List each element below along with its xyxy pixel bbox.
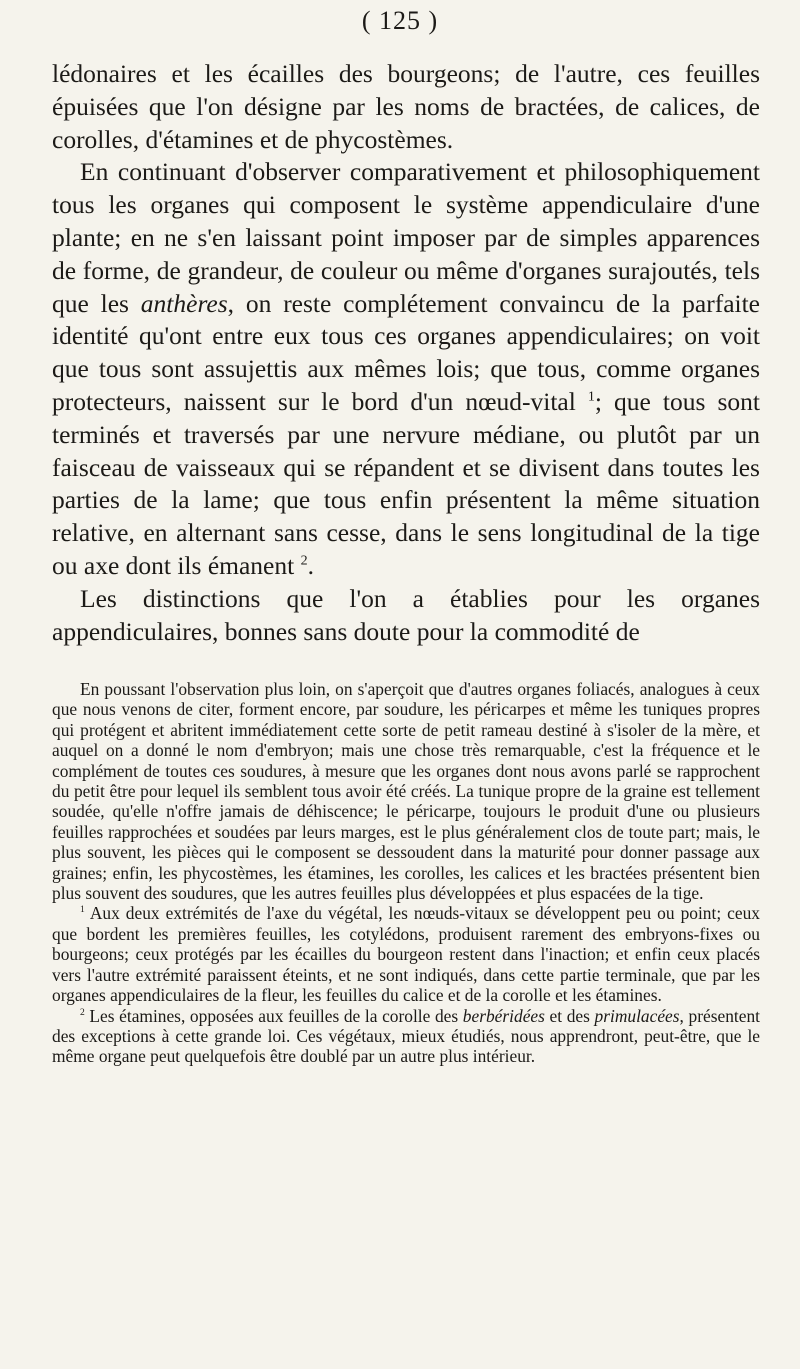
paragraph-2-part-c: ; que tous sont terminés et traversés par une nervure médiane, ou plutôt par un faisceau de vaisseaux qui se répandent et se divisent dans toutes les parties de la lame; que tous enfin présentent la même situation relative, en alternant sans cesse, dans le sens longitudinal de la tige ou axe dont ils émanent bbox=[52, 386, 760, 580]
footnote-1-text: Aux deux extrémités de l'axe du végétal, les nœuds-vitaux se développent peu ou point; ceux que bordent les premières feuilles, les cotylédons, produisent rarement des embryons-fixes ou bourgeons; ceux protégés par les écailles du bourgeon restent dans l'inaction; et enfin ceux placés vers l'autre extrémité paraissent éteints, et ne sont indiqués, dans cette partie terminale, que par les organes appendiculaires de la fleur, les feuilles du calice et de la corolle et les étamines. bbox=[52, 903, 760, 1006]
term-primulacees: primulacées bbox=[594, 1005, 680, 1026]
footnote-continuation bbox=[52, 679, 760, 903]
paragraph-1-text: lédonaires et les écailles des bourgeons; de l'autre, ces feuilles épuisées que l'on désigne par les noms de bractées, de calices, de corolles, d'étamines et de phycostèmes. bbox=[52, 59, 760, 154]
footnote-ref-2: 2 bbox=[300, 553, 308, 569]
footnote-1 bbox=[52, 903, 760, 1005]
paragraph-2-part-a: En continuant d'observer comparativement et philosophiquement tous les organes qui composent le système appendiculaire d'une plante; en ne s'en laissant point imposer par de simples apparences de forme, de grandeur, de couleur ou même d'organes surajoutés, tels que les bbox=[52, 157, 760, 318]
footnote-ref-1: 1 bbox=[587, 389, 595, 405]
page-number: ( 125 ) bbox=[361, 6, 439, 35]
paragraph-2-part-d: . bbox=[307, 550, 314, 580]
paragraph-continuation bbox=[52, 58, 760, 156]
footnote-1-marker: 1 bbox=[80, 904, 85, 916]
term-antheres: anthères bbox=[140, 288, 228, 318]
term-berberidees: berbéridées bbox=[462, 1005, 545, 1026]
footnote-0-text: En poussant l'observation plus loin, on s'aperçoit que d'autres organes foliacés, analogues à ceux que nous venons de citer, forment encore, par soudure, les péricarpes et même les tuniques propres qui protégent et abritent immédiatement cette sorte de petit rameau destiné à s'isoler de la mère, et auquel on a donné le nom d'embryon; mais une chose très remarquable, c'est la fréquence et le complément de toutes ces soudures, à mesure que les organes dont nous avons parlé se rapprochent du petit être pour lequel ils semblent tous avoir été créés. La tunique propre de la graine est tellement soudée, qu'elle n'offre jamais de déhiscence; le péricarpe, toujours le produit d'une ou plusieurs feuilles rapprochées et soudées par leurs marges, est le plus généralement clos de toute part; mais, le plus souvent, les pièces qui le composent se dessoudent dans la maturité pour donner passage aux graines; enfin, les phycostèmes, les étamines, les corolles, les calices et les bractées présentent bien plus souvent des soudures, que les autres feuilles plus développées et plus espacées de la tige. bbox=[52, 679, 760, 904]
footnotes bbox=[52, 679, 760, 1067]
footnote-2-part-c: , présentent des exceptions à cette grande loi. Ces végétaux, mieux étudiés, nous apprendront, peut-être, que le même organe peut quelquefois être doublé par un autre plus intérieur. bbox=[52, 1005, 760, 1067]
paragraph-appendicular-organs bbox=[52, 156, 760, 582]
paragraph-3-text: Les distinctions que l'on a établies pour les organes appendiculaires, bonnes sans doute pour la commodité de bbox=[52, 583, 760, 646]
paragraph-distinctions bbox=[52, 583, 760, 649]
footnote-2 bbox=[52, 1006, 760, 1067]
footnote-2-marker: 2 bbox=[80, 1006, 85, 1018]
paragraph-2-part-b: , on reste complétement convaincu de la parfaite identité qu'ont entre eux tous ces organes appendiculaires; on voit que tous sont assujettis aux mêmes lois; que tous, comme organes protecteurs, naissent sur le bord d'un nœud-vital bbox=[52, 288, 760, 416]
footnote-2-part-b: et des bbox=[544, 1005, 595, 1026]
footnote-2-part-a: Les étamines, opposées aux feuilles de la corolle des bbox=[84, 1005, 463, 1026]
main-text bbox=[52, 58, 760, 648]
